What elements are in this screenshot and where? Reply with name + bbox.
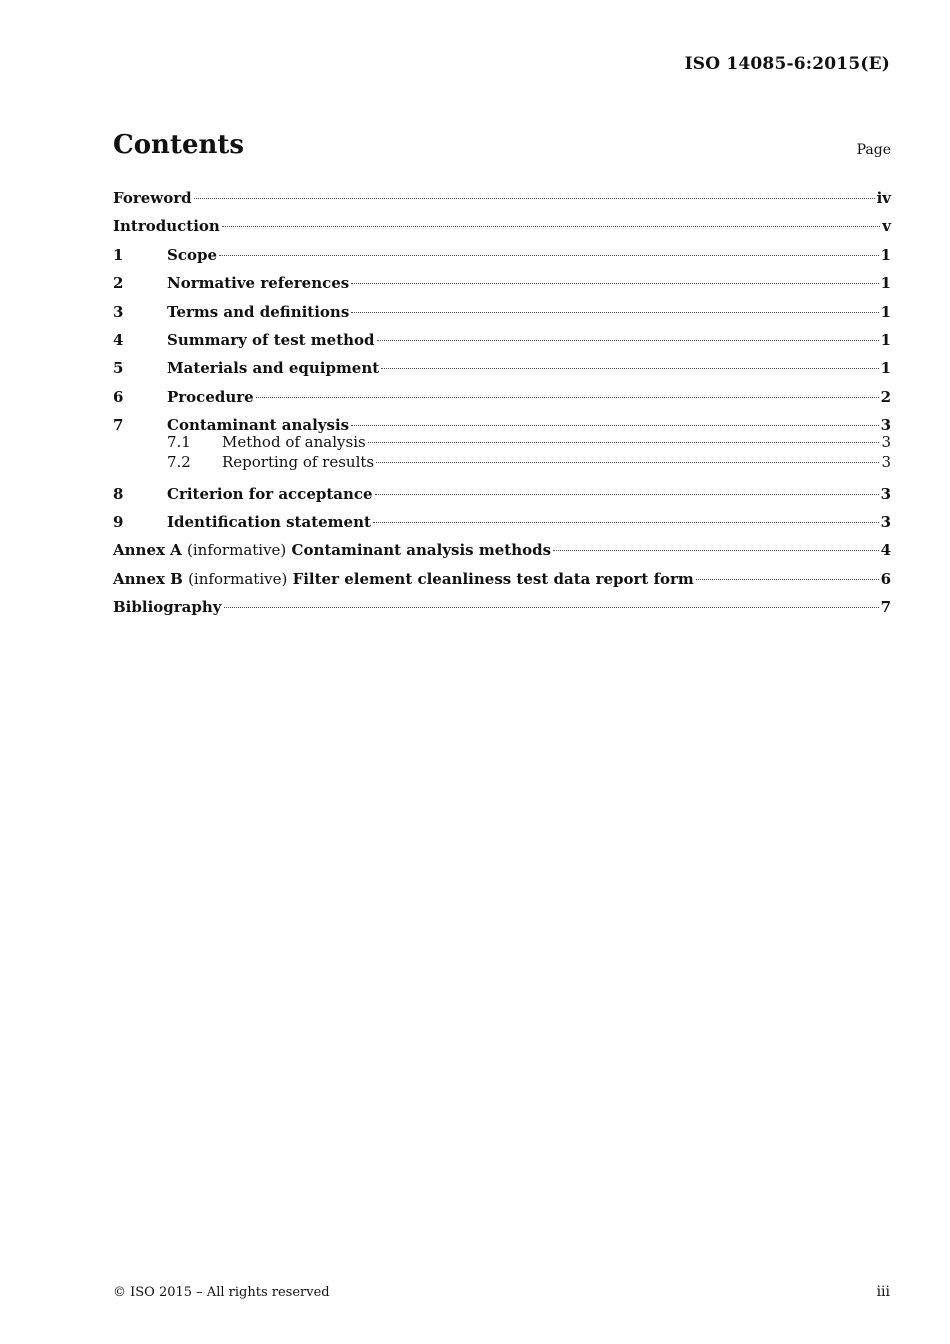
toc-entry-title: Method of analysis — [222, 432, 366, 451]
dot-leader — [351, 312, 878, 313]
toc-entry-number: 7 — [113, 416, 124, 435]
dot-leader — [351, 283, 878, 284]
toc-entry-title: Scope — [167, 245, 218, 264]
toc-entry-annex-a[interactable] — [113, 536, 891, 564]
toc-entry-materials-and-equipment[interactable] — [113, 354, 891, 382]
toc-entry-page: v — [882, 217, 891, 236]
toc-entry-title: Criterion for acceptance — [167, 484, 373, 503]
toc-entry-page: 4 — [880, 541, 891, 560]
toc-entry-page: 1 — [880, 274, 891, 293]
dot-leader — [194, 198, 875, 199]
toc-entry-number: 2 — [113, 274, 124, 293]
document-id: ISO 14085-6:2015(E) — [684, 54, 890, 74]
page-column-label: Page — [856, 142, 891, 158]
dot-leader — [375, 494, 879, 495]
annex-type: (informative) — [187, 541, 287, 560]
toc-entry-normative-references[interactable] — [113, 269, 891, 297]
toc-entry-page: 6 — [880, 569, 891, 588]
toc-entry-number: 3 — [113, 302, 124, 321]
toc-entry-number: 6 — [113, 387, 124, 406]
page-number: iii — [876, 1284, 890, 1300]
toc-entry-title: Summary of test method — [167, 330, 375, 349]
dot-leader — [219, 255, 879, 256]
toc-entry-identification-statement[interactable] — [113, 508, 891, 536]
toc-entry-page: 3 — [880, 512, 891, 531]
toc-entry-scope[interactable] — [113, 241, 891, 269]
toc-entry-title: Introduction — [113, 217, 220, 236]
annex-type: (informative) — [188, 569, 288, 588]
toc-entry-number: 8 — [113, 484, 124, 503]
toc-entry-introduction[interactable] — [113, 212, 891, 240]
toc-entry-title: Terms and definitions — [167, 302, 350, 321]
dot-leader — [553, 550, 879, 551]
toc-entry-number: 4 — [113, 330, 124, 349]
toc-entry-page: 1 — [880, 330, 891, 349]
toc-entry-title: Procedure — [167, 387, 254, 406]
toc-entry-terms-and-definitions[interactable] — [113, 298, 891, 326]
toc-entry-summary-of-test-method[interactable] — [113, 326, 891, 354]
toc-entry-procedure[interactable] — [113, 383, 891, 411]
toc-entry-number: 5 — [113, 359, 124, 378]
toc-entry-title — [113, 536, 551, 564]
dot-leader — [377, 340, 879, 341]
toc-entry-number: 1 — [113, 245, 124, 264]
toc-subentry-method-of-analysis[interactable] — [113, 432, 891, 452]
toc-entry-title — [113, 565, 694, 593]
toc-entry-annex-b[interactable] — [113, 565, 891, 593]
contents-header — [113, 130, 891, 170]
dot-leader — [368, 442, 880, 443]
dot-leader — [376, 462, 879, 463]
dot-leader — [373, 522, 879, 523]
dot-leader — [222, 226, 880, 227]
toc-entry-page: 1 — [880, 302, 891, 321]
copyright-notice: © ISO 2015 – All rights reserved — [113, 1285, 330, 1300]
toc-entry-criterion-for-acceptance[interactable] — [113, 480, 891, 508]
toc-entry-page: 3 — [881, 452, 891, 471]
toc-entry-title: Materials and equipment — [167, 359, 380, 378]
dot-leader — [351, 425, 878, 426]
toc-entry-page: 1 — [880, 359, 891, 378]
toc-subentry-reporting-of-results[interactable] — [113, 452, 891, 472]
annex-label: Annex A — [113, 541, 182, 560]
toc-entry-number: 7.1 — [167, 432, 191, 451]
toc-entry-number: 9 — [113, 512, 124, 531]
table-of-contents — [113, 184, 891, 621]
toc-entry-page: 2 — [880, 387, 891, 406]
toc-entry-title: Bibliography — [113, 598, 222, 617]
toc-entry-title: Reporting of results — [222, 452, 375, 471]
toc-entry-page: 3 — [881, 432, 891, 451]
dot-leader — [256, 397, 879, 398]
toc-entry-page: 3 — [880, 416, 891, 435]
annex-title: Filter element cleanliness test data report form — [292, 569, 694, 588]
toc-entry-page: iv — [876, 189, 891, 207]
toc-entry-title: Foreword — [113, 189, 192, 207]
toc-entry-foreword[interactable] — [113, 184, 891, 212]
toc-entry-title: Contaminant analysis — [167, 416, 350, 435]
dot-leader — [224, 607, 879, 608]
toc-entry-bibliography[interactable] — [113, 593, 891, 621]
toc-entry-page: 3 — [880, 484, 891, 503]
toc-entry-number: 7.2 — [167, 452, 191, 471]
dot-leader — [696, 579, 879, 580]
contents-title: Contents — [113, 130, 245, 160]
annex-label: Annex B — [113, 569, 183, 588]
toc-entry-title: Normative references — [167, 274, 350, 293]
toc-entry-page: 7 — [880, 598, 891, 617]
toc-entry-page: 1 — [880, 245, 891, 264]
annex-title: Contaminant analysis methods — [291, 541, 552, 560]
dot-leader — [381, 368, 878, 369]
toc-entry-title: Identification statement — [167, 512, 371, 531]
